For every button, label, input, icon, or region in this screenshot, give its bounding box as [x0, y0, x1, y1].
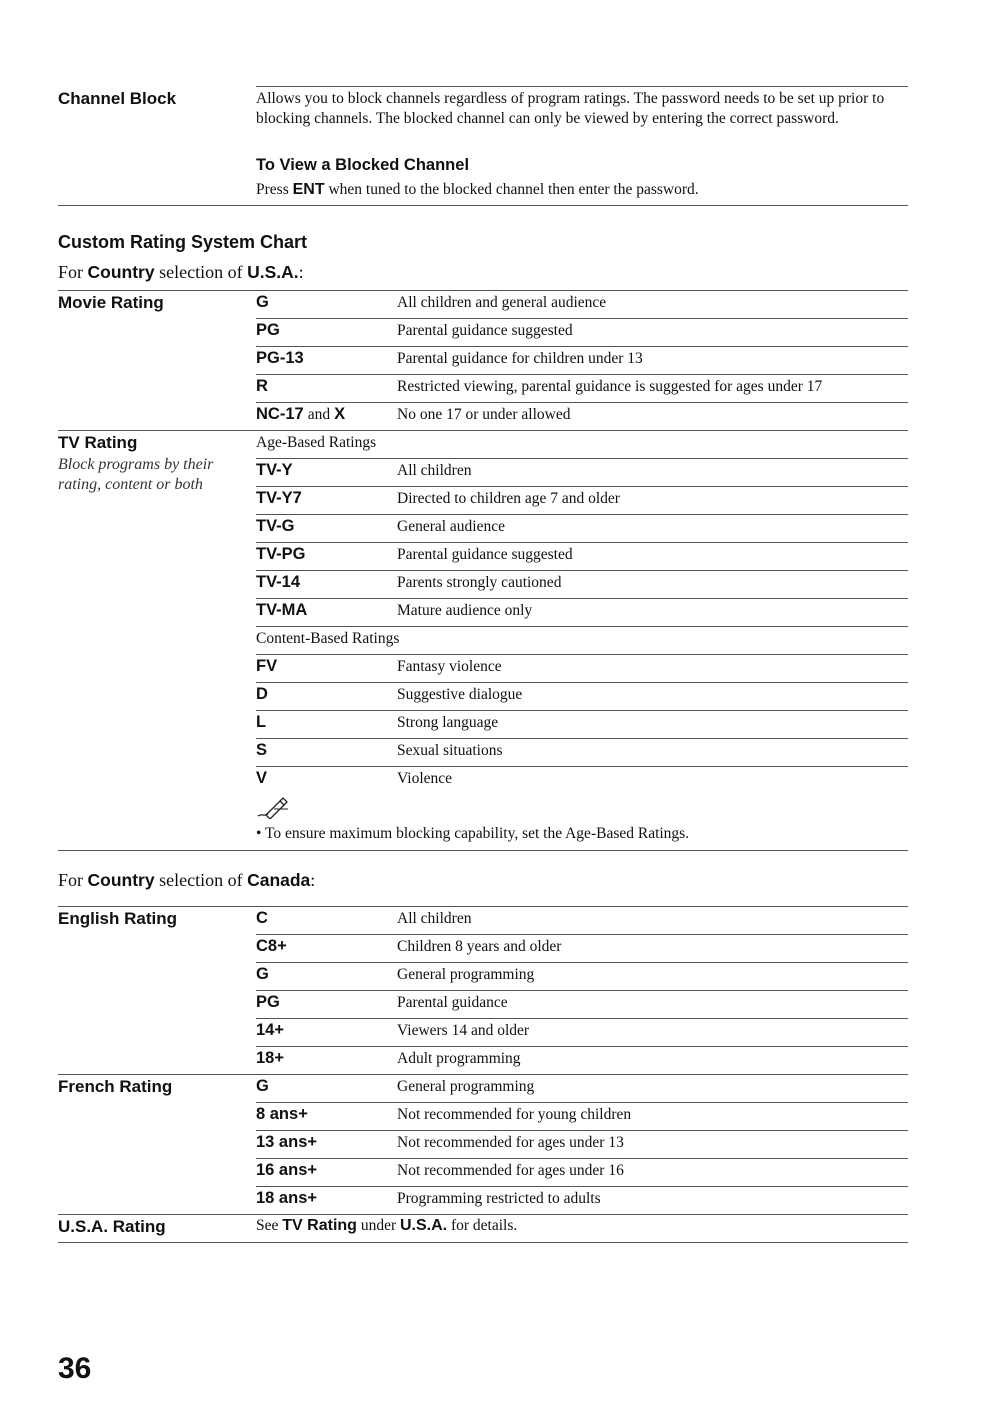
divider: [256, 1102, 908, 1103]
rating-description: Sexual situations: [397, 742, 503, 759]
rating-description: General programming: [397, 966, 535, 983]
divider: [256, 402, 908, 403]
divider: [256, 682, 908, 683]
rating-code: G: [256, 293, 269, 311]
divider: [256, 598, 908, 599]
blocked-channel-instruction: Press ENT when tuned to the blocked channel then enter the password.: [256, 181, 699, 198]
canada-intro: For Country selection of Canada:: [58, 870, 316, 890]
rating-description: Restricted viewing, parental guidance is suggested for ages under 17: [397, 378, 823, 395]
divider: [58, 1074, 908, 1075]
rating-description: Fantasy violence: [397, 658, 502, 675]
rating-description: Strong language: [397, 714, 499, 731]
rating-description: Not recommended for ages under 13: [397, 1134, 624, 1151]
rating-description: Parental guidance suggested: [397, 322, 573, 339]
divider: [256, 346, 908, 347]
rating-code: C8+: [256, 937, 287, 955]
rating-code: 18 ans+: [256, 1189, 318, 1207]
rating-description: All children: [397, 910, 472, 927]
rating-description: Not recommended for ages under 16: [397, 1162, 624, 1179]
divider: [256, 542, 908, 543]
rating-description: All children: [397, 462, 472, 479]
divider: [58, 1242, 908, 1243]
divider: [256, 990, 908, 991]
divider: [256, 738, 908, 739]
rating-description: Programming restricted to adults: [397, 1190, 601, 1207]
rating-code: PG: [256, 993, 280, 1011]
rating-description: Parents strongly cautioned: [397, 574, 562, 591]
rating-description: Suggestive dialogue: [397, 686, 523, 703]
rating-code: D: [256, 685, 268, 703]
divider: [256, 626, 908, 627]
divider: [256, 710, 908, 711]
note-pencil-icon: [256, 797, 290, 824]
usa-rating-reference: See TV Rating under U.S.A. for details.: [256, 1217, 518, 1234]
divider: [256, 654, 908, 655]
rating-code: FV: [256, 657, 278, 675]
rating-description: Parental guidance: [397, 994, 508, 1011]
rating-code: 14+: [256, 1021, 284, 1039]
rating-code: TV-Y7: [256, 489, 302, 507]
divider: [256, 1186, 908, 1187]
english-rating-label: English Rating: [58, 909, 177, 928]
channel-block-description: Allows you to block channels regardless of program ratings. The password needs to be set up prior to blocking channels. The blocked channel can only be viewed by entering the correct password.: [256, 90, 885, 127]
divider: [58, 290, 908, 291]
rating-code: TV-G: [256, 517, 295, 535]
rating-description: Parental guidance for children under 13: [397, 350, 643, 367]
rating-code: PG-13: [256, 349, 304, 367]
note-text: • To ensure maximum blocking capability, set the Age-Based Ratings.: [256, 825, 690, 842]
rating-code: TV-PG: [256, 545, 306, 563]
divider: [256, 1158, 908, 1159]
rating-code: 18+: [256, 1049, 284, 1067]
page-number: 36: [58, 1352, 92, 1385]
divider: [256, 570, 908, 571]
divider: [256, 766, 908, 767]
usa-rating-label: U.S.A. Rating: [58, 1217, 166, 1236]
divider: [58, 1214, 908, 1215]
french-rating-label: French Rating: [58, 1077, 173, 1096]
divider: [256, 486, 908, 487]
rating-code: NC-17 and X: [256, 405, 346, 423]
divider: [256, 1130, 908, 1131]
rating-code: V: [256, 769, 268, 787]
rating-description: Adult programming: [397, 1050, 521, 1067]
rating-description: Violence: [397, 770, 453, 787]
chart-title: Custom Rating System Chart: [58, 232, 308, 252]
divider: [58, 850, 908, 851]
blocked-channel-subheading: To View a Blocked Channel: [256, 156, 470, 174]
age-based-heading: Age-Based Ratings: [256, 434, 377, 451]
rating-code: 16 ans+: [256, 1161, 318, 1179]
rating-description: No one 17 or under allowed: [397, 406, 571, 423]
rating-code: TV-MA: [256, 601, 308, 619]
rating-code: 13 ans+: [256, 1133, 318, 1151]
divider: [256, 514, 908, 515]
rating-code: PG: [256, 321, 280, 339]
rating-code: G: [256, 965, 269, 983]
divider: [256, 86, 908, 87]
rating-code: L: [256, 713, 267, 731]
tv-rating-subtitle: Block programs by their rating, content or both: [58, 456, 214, 493]
movie-rating-label: Movie Rating: [58, 293, 164, 312]
divider: [256, 374, 908, 375]
rating-code: TV-14: [256, 573, 301, 591]
divider: [58, 430, 908, 431]
tv-rating-label: TV Rating: [58, 433, 138, 452]
rating-description: Children 8 years and older: [397, 938, 562, 955]
rating-code: 8 ans+: [256, 1105, 308, 1123]
rating-description: Viewers 14 and older: [397, 1022, 530, 1039]
divider: [256, 934, 908, 935]
divider: [58, 906, 908, 907]
divider: [256, 458, 908, 459]
rating-code: S: [256, 741, 268, 759]
rating-description: Directed to children age 7 and older: [397, 490, 620, 507]
content-based-heading: Content-Based Ratings: [256, 630, 400, 647]
channel-block-label: Channel Block: [58, 89, 177, 108]
usa-intro: For Country selection of U.S.A.:: [58, 262, 304, 282]
rating-code: R: [256, 377, 268, 395]
rating-code: C: [256, 909, 268, 927]
rating-description: All children and general audience: [397, 294, 607, 311]
rating-description: General programming: [397, 1078, 535, 1095]
rating-description: Parental guidance suggested: [397, 546, 573, 563]
divider: [256, 318, 908, 319]
rating-code: TV-Y: [256, 461, 293, 479]
divider: [256, 1046, 908, 1047]
divider: [58, 205, 908, 206]
divider: [256, 962, 908, 963]
rating-code: G: [256, 1077, 269, 1095]
rating-description: Mature audience only: [397, 602, 533, 619]
rating-description: Not recommended for young children: [397, 1106, 632, 1123]
divider: [256, 1018, 908, 1019]
rating-description: General audience: [397, 518, 506, 535]
